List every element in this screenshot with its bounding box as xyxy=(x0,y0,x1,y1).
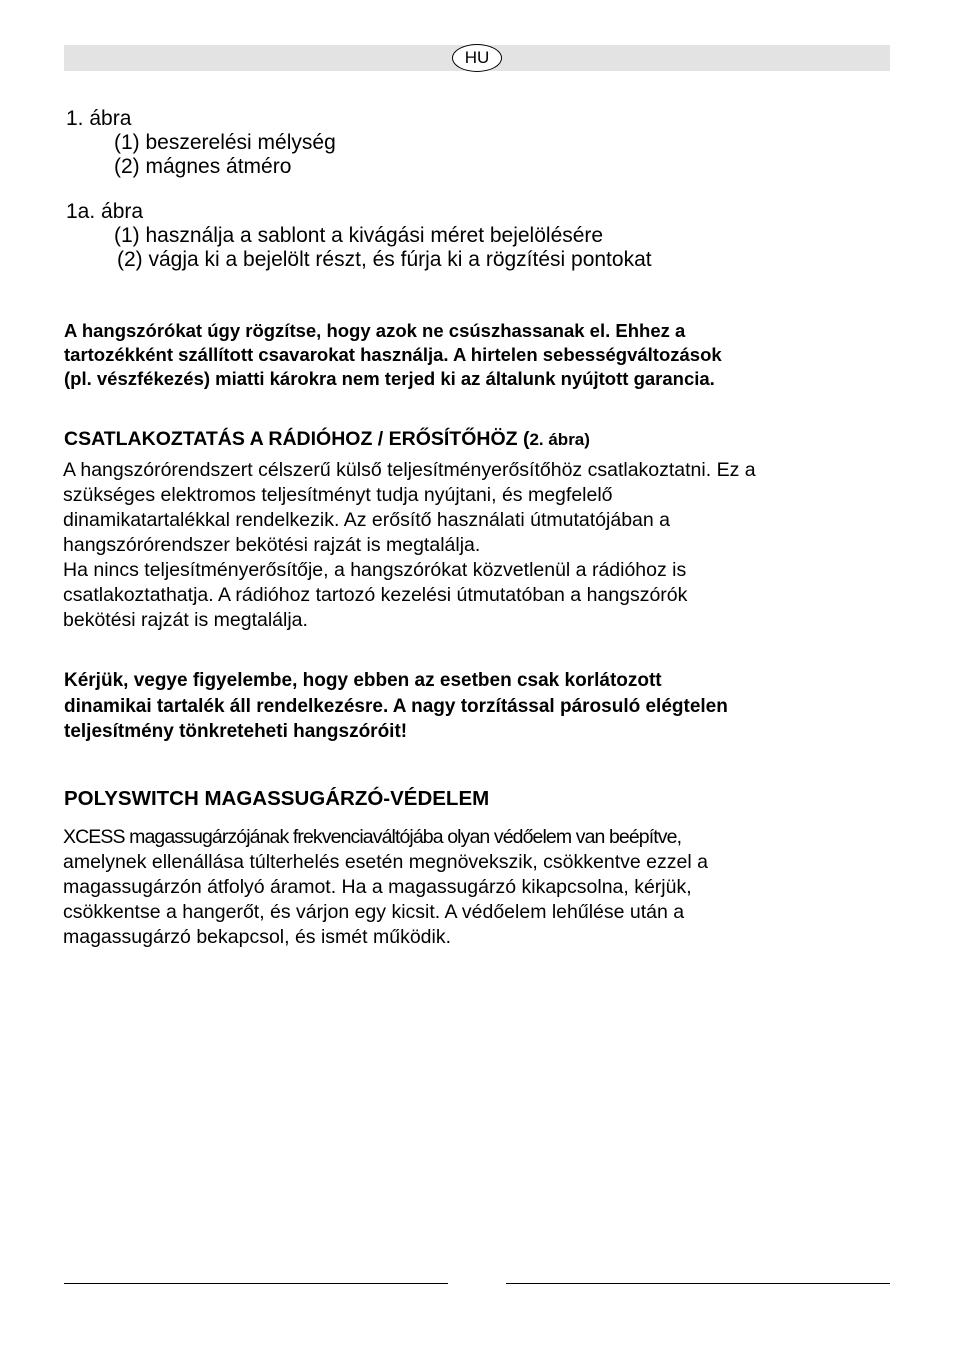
paragraph-line: A hangszórórendszert célszerű külső teljesítményerősítőhöz csatlakoztatni. Ez a xyxy=(63,459,756,481)
polyswitch-heading: POLYSWITCH MAGASSUGÁRZÓ-VÉDELEM xyxy=(64,787,490,810)
figure-1a-legend xyxy=(66,200,652,272)
warning-line: teljesítmény tönkreteheti hangszóróit! xyxy=(64,721,408,742)
figure-1a-title: 1a. ábra xyxy=(66,200,144,223)
paragraph-line: bekötési rajzát is megtalálja. xyxy=(63,609,308,631)
paragraph-line: amelynek ellenállása túlterhelés esetén megnövekszik, csökkentve ezzel a xyxy=(63,851,708,873)
footer-rule-right xyxy=(506,1283,890,1284)
warning-line: tartozékként szállított csavarokat használja. A hirtelen sebességváltozások xyxy=(64,344,722,365)
figure-1-item: (1) beszerelési mélység xyxy=(114,131,336,154)
warning-line: dinamikai tartalék áll rendelkezésre. A nagy torzítással párosuló elégtelen xyxy=(64,695,728,717)
paragraph-line: csatlakoztathatja. A rádióhoz tartozó kezelési útmutatóban a hangszórók xyxy=(63,584,688,606)
figure-1a-item: (2) vágja ki a bejelölt részt, és fúrja ki a rögzítési pontokat xyxy=(117,248,652,271)
connection-warning xyxy=(64,668,904,745)
figure-1-title: 1. ábra xyxy=(66,107,132,130)
language-badge: HU xyxy=(452,44,502,72)
paragraph-line: magassugárzón átfolyó áramot. Ha a magassugárzó kikapcsolna, kérjük, xyxy=(63,876,692,898)
paragraph-line: magassugárzó bekapcsol, és ismét működik. xyxy=(63,926,452,948)
warning-line: (pl. vészfékezés) miatti károkra nem terjed ki az általunk nyújtott garancia. xyxy=(64,368,715,389)
connection-heading-text: CSATLAKOZTATÁS A RÁDIÓHOZ / ERŐSÍTŐHÖZ ( xyxy=(64,428,530,450)
paragraph-line: XCESS magassugárzójának frekvenciaváltójába olyan védőelem van beépítve, xyxy=(63,826,682,848)
warning-line: A hangszórókat úgy rögzítse, hogy azok ne csúszhassanak el. Ehhez a xyxy=(64,320,686,341)
warning-line: Kérjük, vegye figyelembe, hogy ebben az esetben csak korlátozott xyxy=(64,670,662,691)
footer-rule-left xyxy=(64,1283,448,1284)
connection-heading-figref: 2. ábra) xyxy=(529,430,590,449)
paragraph-line: szükséges elektromos teljesítményt tudja nyújtani, és megfelelő xyxy=(63,484,613,506)
paragraph-line: csökkentse a hangerőt, és várjon egy kicsit. A védőelem lehűlése után a xyxy=(63,901,685,923)
figure-1-legend xyxy=(66,107,336,179)
connection-paragraph xyxy=(63,458,756,633)
paragraph-line: hangszórórendszer bekötési rajzát is megtalálja. xyxy=(63,534,481,556)
paragraph-line: Ha nincs teljesítményerősítője, a hangszórókat közvetlenül a rádióhoz is xyxy=(63,559,687,581)
figure-1-item: (2) mágnes átméro xyxy=(114,155,292,178)
figure-1a-item: (1) használja a sablont a kivágási méret bejelölésére xyxy=(114,224,604,247)
connection-heading xyxy=(64,427,590,452)
polyswitch-paragraph xyxy=(63,825,708,950)
mounting-warning xyxy=(64,319,904,391)
paragraph-line: dinamikatartalékkal rendelkezik. Az erősítő használati útmutatójában a xyxy=(63,509,671,531)
